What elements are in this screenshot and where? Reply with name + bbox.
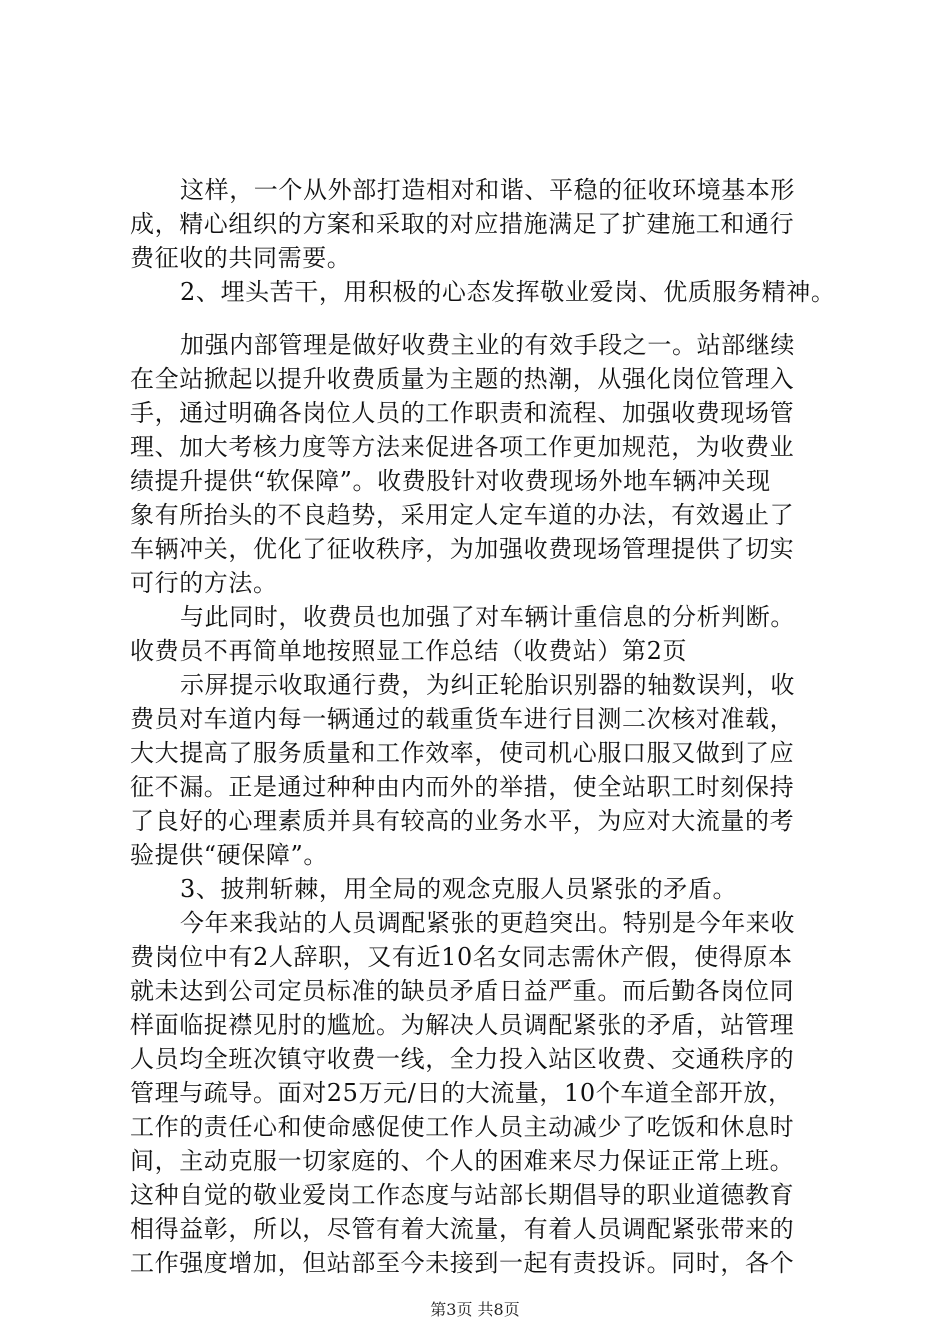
paragraph-line: 在全站掀起以提升收费质量为主题的热潮，从强化岗位管理入 xyxy=(130,365,795,393)
paragraph-line: 管理与疏导。面对25万元/日的大流量，10个车道全部开放， xyxy=(130,1079,793,1107)
paragraph-line: 绩提升提供“软保障”。收费股针对收费现场外地车辆冲关现 xyxy=(130,467,771,495)
paragraph-line: 示屏提示收取通行费，为纠正轮胎识别器的轴数误判，收 xyxy=(180,671,795,699)
paragraph-line: 与此同时，收费员也加强了对车辆计重信息的分析判断。 xyxy=(180,603,795,631)
paragraph-line: 费征收的共同需要。 xyxy=(130,244,352,272)
paragraph-line: 手，通过明确各岗位人员的工作职责和流程、加强收费现场管 xyxy=(130,399,795,427)
paragraph-line: 可行的方法。 xyxy=(130,569,278,597)
paragraph-line: 人员均全班次镇守收费一线，全力投入站区收费、交通秩序的 xyxy=(130,1045,795,1073)
section-heading-3: 3、披荆斩棘，用全局的观念克服人员紧张的矛盾。 xyxy=(180,875,738,903)
paragraph-line: 间，主动克服一切家庭的、个人的困难来尽力保证正常上班。 xyxy=(130,1147,795,1175)
paragraph-line: 费员对车道内每一辆通过的载重货车进行目测二次核对准载， xyxy=(130,705,795,733)
paragraph-line: 象有所抬头的不良趋势，采用定人定车道的办法，有效遏止了 xyxy=(130,501,795,529)
paragraph-line: 加强内部管理是做好收费主业的有效手段之一。站部继续 xyxy=(180,331,795,359)
paragraph-line: 收费员不再简单地按照显工作总结（收费站）第2页 xyxy=(130,637,688,665)
paragraph-line: 工作的责任心和使命感促使工作人员主动减少了吃饭和休息时 xyxy=(130,1113,795,1141)
paragraph-line: 这样，一个从外部打造相对和谐、平稳的征收环境基本形 xyxy=(180,176,795,204)
paragraph-line: 这种自觉的敬业爱岗工作态度与站部长期倡导的职业道德教育 xyxy=(130,1181,795,1209)
section-heading-2: 2、埋头苦干，用积极的心态发挥敬业爱岗、优质服务精神。 xyxy=(180,278,836,306)
paragraph-line: 相得益彰，所以，尽管有着大流量，有着人员调配紧张带来的 xyxy=(130,1215,795,1243)
paragraph-line: 验提供“硬保障”。 xyxy=(130,841,328,869)
paragraph-line: 成，精心组织的方案和采取的对应措施满足了扩建施工和通行 xyxy=(130,210,795,238)
paragraph-line: 车辆冲关，优化了征收秩序，为加强收费现场管理提供了切实 xyxy=(130,535,795,563)
paragraph-line: 理、加大考核力度等方法来促进各项工作更加规范，为收费业 xyxy=(130,433,795,461)
page-footer: 第3页 共8页 xyxy=(430,1300,520,1319)
paragraph-line: 大大提高了服务质量和工作效率，使司机心服口服又做到了应 xyxy=(130,739,795,767)
paragraph-line: 今年来我站的人员调配紧张的更趋突出。特别是今年来收 xyxy=(180,909,795,937)
paragraph-line: 就未达到公司定员标准的缺员矛盾日益严重。而后勤各岗位同 xyxy=(130,977,795,1005)
paragraph-line: 了良好的心理素质并具有较高的业务水平，为应对大流量的考 xyxy=(130,807,795,835)
paragraph-line: 样面临捉襟见肘的尴尬。为解决人员调配紧张的矛盾，站管理 xyxy=(130,1011,795,1039)
paragraph-line: 征不漏。正是通过种种由内而外的举措，使全站职工时刻保持 xyxy=(130,773,795,801)
paragraph-line: 费岗位中有2人辞职，又有近10名女同志需休产假，使得原本 xyxy=(130,943,793,971)
paragraph-line: 工作强度增加，但站部至今未接到一起有责投诉。同时，各个 xyxy=(130,1249,795,1277)
